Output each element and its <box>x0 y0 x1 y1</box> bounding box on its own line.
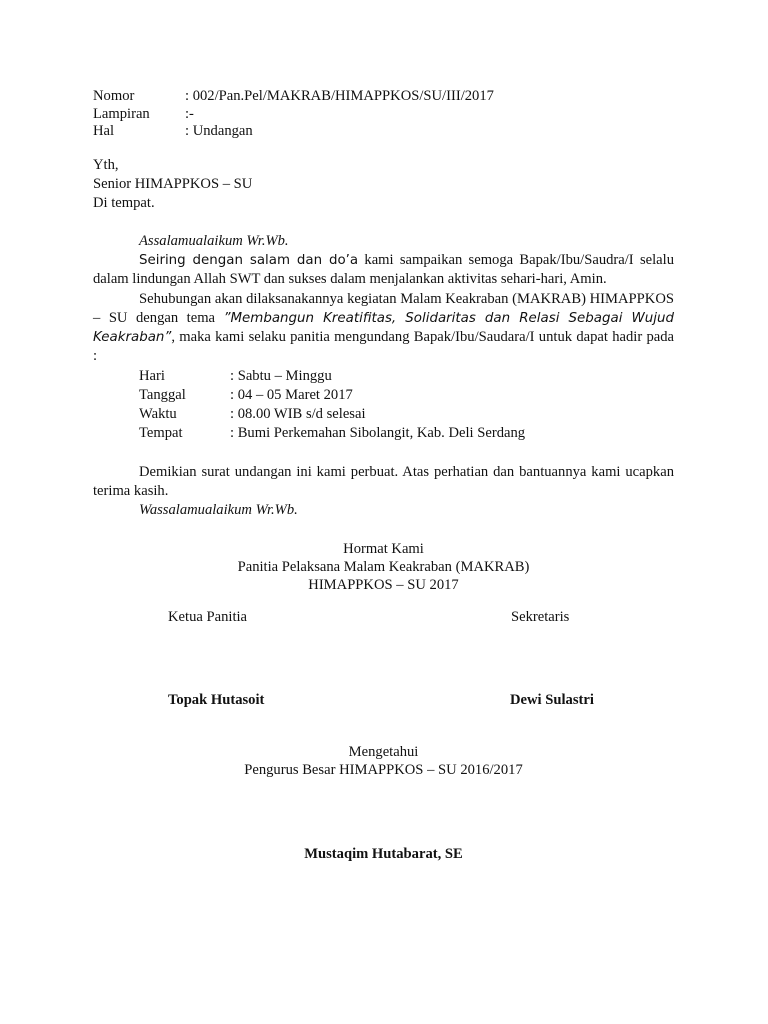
ketua-name: Topak Hutasoit <box>168 692 265 708</box>
ketua-umum-name: Mustaqim Hutabarat, SE <box>304 846 463 862</box>
signoff-line-3: HIMAPPKOS – SU 2017 <box>308 577 459 593</box>
hal-value: : Undangan <box>185 123 253 139</box>
pengurus-label: Pengurus Besar HIMAPPKOS – SU 2016/2017 <box>244 762 523 778</box>
detail-label: Hari <box>139 368 165 384</box>
detail-value: : Sabtu – Minggu <box>230 368 332 384</box>
signoff-line-1: Hormat Kami <box>343 541 424 557</box>
signoff-line-2: Panitia Pelaksana Malam Keakraban (MAKRAB) <box>237 559 530 575</box>
paragraph-3: Demikian surat undangan ini kami perbuat. Atas perhatian dan bantuannya kami ucapkan terima kasih. <box>93 464 674 499</box>
detail-label: Waktu <box>139 406 177 422</box>
detail-label: Tanggal <box>139 387 186 403</box>
paragraph-1-rest: kami sampaikan semoga Bapak/Ibu/Saudra/I selalu dalam lindungan Allah SWT dan sukses dalam menjalankan aktivitas sehari-hari, Amin. <box>93 252 674 287</box>
sekretaris-title: Sekretaris <box>511 609 570 625</box>
event-theme: ”Membangun Kreatifitas, Solidaritas dan Relasi Sebagai Wujud Keakraban” <box>93 311 674 345</box>
detail-value: : Bumi Perkemahan Sibolangit, Kab. Deli Serdang <box>230 425 526 441</box>
hal-row <box>93 122 253 141</box>
ketua-title: Ketua Panitia <box>168 609 248 625</box>
detail-row-tempat <box>139 424 525 443</box>
nomor-label: Nomor <box>93 88 135 104</box>
lampiran-value: :- <box>185 106 194 122</box>
paragraph-2-rest: , maka kami selaku panitia mengundang Bapak/Ibu/Saudara/I untuk dapat hadir pada : <box>93 329 674 364</box>
detail-label: Tempat <box>139 425 183 441</box>
recipient-line-1: Yth, <box>93 157 119 173</box>
recipient-line-3: Di tempat. <box>93 195 155 211</box>
opening-greeting: Assalamualaikum Wr.Wb. <box>139 233 289 249</box>
mengetahui-label: Mengetahui <box>348 744 419 760</box>
paragraph-1-lead: Seiring dengan salam dan do’a <box>139 253 359 268</box>
detail-row-tanggal <box>139 386 353 405</box>
closing-greeting: Wassalamualaikum Wr.Wb. <box>139 502 298 518</box>
detail-value: : 04 – 05 Maret 2017 <box>230 387 353 403</box>
nomor-value: : 002/Pan.Pel/MAKRAB/HIMAPPKOS/SU/III/2017 <box>185 88 494 104</box>
detail-row-hari <box>139 367 332 386</box>
paragraph-2-lead: Sehubungan akan dilaksanakannya kegiatan Malam Keakraban (MAKRAB) HIMAPPKOS – SU dengan tema <box>93 291 674 326</box>
nomor-row <box>93 87 494 106</box>
recipient-line-2: Senior HIMAPPKOS – SU <box>93 176 253 192</box>
detail-row-waktu <box>139 405 366 424</box>
hal-label: Hal <box>93 123 115 139</box>
paragraph-2 <box>93 290 674 366</box>
detail-value: : 08.00 WIB s/d selesai <box>230 406 366 422</box>
paragraph-1 <box>93 251 674 289</box>
lampiran-label: Lampiran <box>93 106 150 122</box>
sekretaris-name: Dewi Sulastri <box>510 692 594 708</box>
